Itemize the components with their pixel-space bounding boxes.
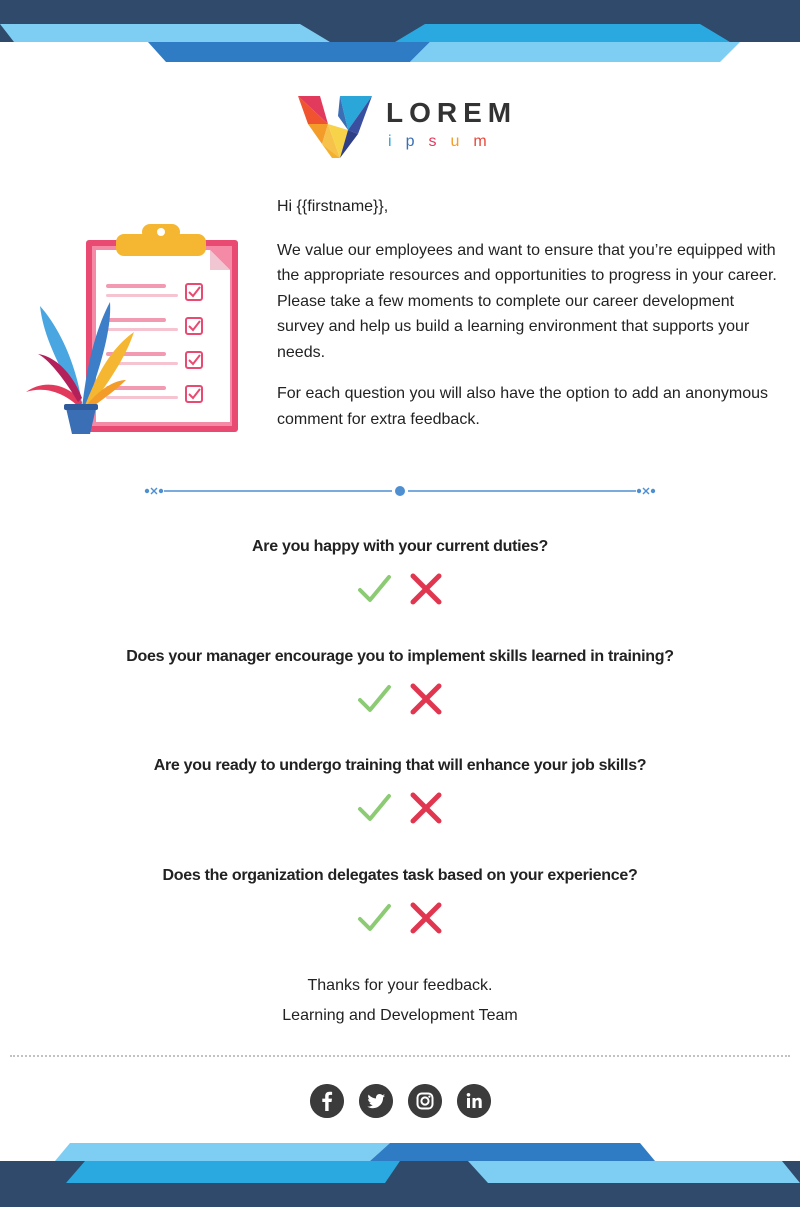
- social-links: [0, 1084, 800, 1118]
- survey-question: [0, 866, 800, 936]
- logo-sub-letter: s: [428, 133, 451, 150]
- question-text: Are you happy with your current duties?: [252, 538, 548, 555]
- intro-paragraph: For each question you will also have the option to add an anonymous comment for extra feedback.: [277, 385, 768, 428]
- intro-text: [277, 194, 782, 448]
- brand-logo: [298, 94, 518, 160]
- survey-question: [0, 756, 800, 826]
- logo-sub-letter: i: [388, 133, 406, 150]
- clipboard-illustration: [24, 222, 242, 440]
- logo-wordmark: LOREM: [386, 97, 518, 128]
- linkedin-icon[interactable]: [457, 1084, 491, 1118]
- question-text: Does the organization delegates task based on your experience?: [162, 867, 638, 884]
- survey-question: [0, 537, 800, 607]
- logo-subtitle: [388, 132, 501, 152]
- footer-divider: [10, 1055, 790, 1057]
- intro-paragraph: We value our employees and want to ensure that you’re equipped with the appropriate resources and opportunities to progress in your career. Please take a few moments to complete our career development survey and help us build a learning environment that supports your needs.: [277, 241, 777, 361]
- cross-icon[interactable]: [408, 900, 444, 936]
- logo-mark-icon: [298, 94, 372, 160]
- facebook-icon[interactable]: [310, 1084, 344, 1118]
- survey-question: [0, 647, 800, 717]
- question-text: Are you ready to undergo training that will enhance your job skills?: [153, 757, 647, 774]
- logo-sub-letter: m: [473, 133, 501, 150]
- logo-sub-letter: p: [405, 133, 429, 150]
- question-text: Does your manager encourage you to implement skills learned in training?: [126, 648, 674, 665]
- instagram-icon[interactable]: [408, 1084, 442, 1118]
- check-icon[interactable]: [356, 900, 392, 936]
- header-decorative-band: [0, 0, 800, 62]
- footer-decorative-band: [0, 1143, 800, 1207]
- cross-icon[interactable]: [408, 790, 444, 826]
- closing-message: [0, 975, 800, 1027]
- logo-sub-letter: u: [450, 133, 474, 150]
- check-icon[interactable]: [356, 571, 392, 607]
- greeting: Hi {{firstname}},: [277, 198, 389, 215]
- cross-icon[interactable]: [408, 571, 444, 607]
- answer-options: [0, 900, 800, 936]
- answer-options: [0, 790, 800, 826]
- cross-icon[interactable]: [408, 681, 444, 717]
- thanks-text: Thanks for your feedback.: [307, 977, 493, 994]
- check-icon[interactable]: [356, 790, 392, 826]
- answer-options: [0, 681, 800, 717]
- check-icon[interactable]: [356, 681, 392, 717]
- signature: Learning and Development Team: [282, 1007, 518, 1024]
- twitter-icon[interactable]: [359, 1084, 393, 1118]
- answer-options: [0, 571, 800, 607]
- section-divider: [144, 484, 656, 498]
